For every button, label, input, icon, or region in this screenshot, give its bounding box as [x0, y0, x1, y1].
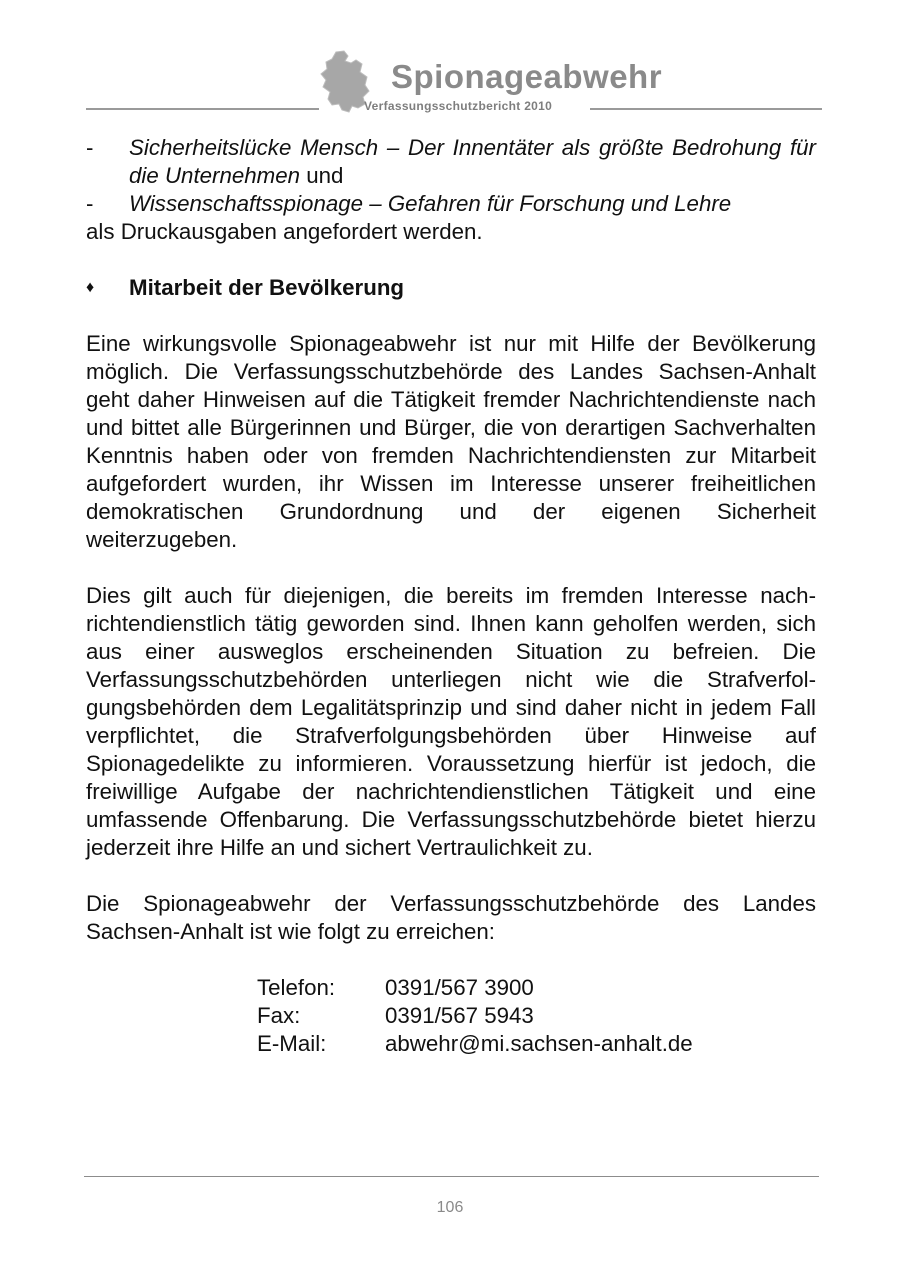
contact-label: Fax:	[257, 1003, 301, 1028]
paragraph: Dies gilt auch für diejenigen, die bereits im fremden Interesse nachrichtendienstlich tätig geworden sind. Ihnen kann geholfen werden, sich aus einer ausweglos erscheinenden Situation zu befreien. Die Verfassungsschutzbehörden unterliegen nicht wie die Strafverfolgungsbehörden dem Legalitätsprinzip und sind daher nicht in jedem Fall verpflichtet, die Strafverfolgungsbehörden über Hinweise auf Spionagedelikte zu informieren. Voraussetzung hierfür ist jedoch, die freiwillige Aufgabe der nachrichtendienstlichen Tätigkeit und eine umfassende Offenbarung. Die Verfassungsschutzbehörde bietet hierzu jederzeit ihre Hilfe an und sichert Vertraulichkeit zu.	[86, 583, 816, 860]
list-dash: -	[86, 135, 94, 160]
list-dash: -	[86, 191, 94, 216]
contact-label: E-Mail:	[257, 1031, 327, 1056]
header-title: Spionageabwehr	[391, 58, 663, 95]
diamond-bullet-icon: ♦	[86, 279, 95, 296]
intro-tail: als Druckausgaben angefordert werden.	[86, 219, 483, 244]
contact-row	[257, 1030, 816, 1058]
list-item-suffix: und	[300, 163, 344, 188]
list-item	[86, 190, 816, 218]
phone-number: 0391/567 3900	[385, 975, 534, 1000]
footer-rule	[84, 1176, 819, 1177]
header-subtitle: Verfassungsschutzbericht 2010	[364, 99, 553, 113]
section-title: Mitarbeit der Bevölkerung	[129, 275, 405, 300]
paragraph: Die Spionageabwehr der Verfassungsschutzbehörde des Landes Sachsen-Anhalt ist wie folgt zu erreichen:	[86, 891, 816, 944]
contact-block	[257, 974, 816, 1058]
fax-number: 0391/567 5943	[385, 1003, 534, 1028]
list-item-text	[129, 190, 816, 218]
contact-row	[257, 974, 816, 1002]
page-body	[86, 134, 816, 1058]
contact-label: Telefon:	[257, 975, 336, 1000]
sachsen-anhalt-map-icon	[318, 50, 370, 114]
email-address[interactable]: abwehr@mi.sachsen-anhalt.de	[385, 1031, 693, 1056]
header-rule-right	[590, 108, 822, 110]
section-heading	[86, 274, 816, 302]
publication-title: Sicherheitslücke Mensch – Der Innentäter als größte Bedrohung für die Unternehmen	[129, 135, 816, 188]
header-rule-left	[86, 108, 319, 110]
paragraph: Eine wirkungsvolle Spionageabwehr ist nur mit Hilfe der Bevölkerung möglich. Die Verfassungsschutzbehörde des Landes Sachsen-Anhalt geht daher Hinweisen auf die Tätigkeit fremder Nachrichtendienste nach und bittet alle Bürgerinnen und Bürger, die von derartigen Sachverhalten Kenntnis haben oder von fremden Nachrichtendiensten zur Mitarbeit aufgefordert wurden, ihr Wissen im Interesse unserer freiheitlichen demokratischen Grundordnung und der eigenen Sicherheit weiterzugeben.	[86, 331, 816, 552]
page-header	[0, 0, 900, 125]
contact-row	[257, 1002, 816, 1030]
list-item-text	[129, 134, 816, 190]
list-item	[86, 134, 816, 190]
publication-title: Wissenschaftsspionage – Gefahren für Forschung und Lehre	[129, 191, 732, 216]
page-number: 106	[436, 1199, 464, 1216]
